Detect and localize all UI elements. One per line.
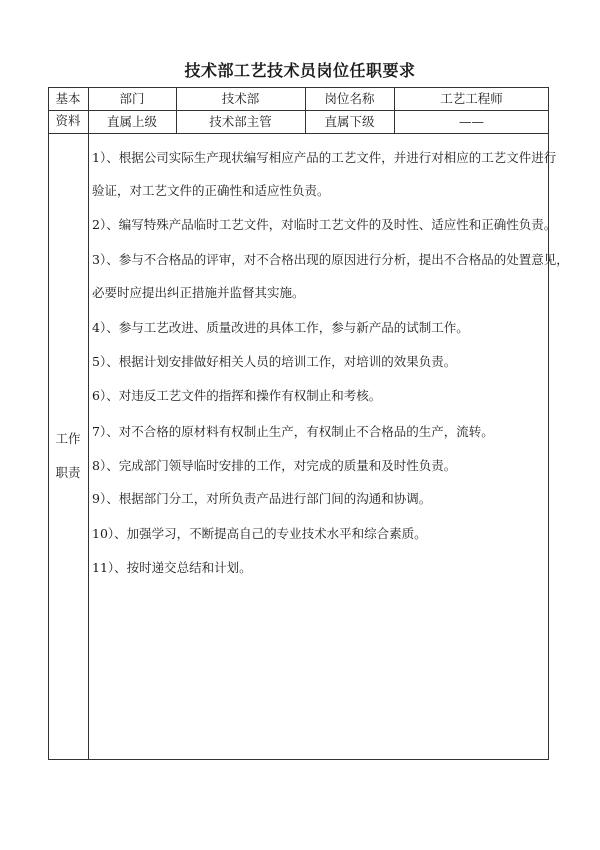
duty-line: 验证，对工艺文件的正确性和适应性负责。 — [92, 183, 330, 198]
superior-value: 技术部主管 — [209, 114, 272, 129]
position-value: 工艺工程师 — [440, 91, 503, 106]
duty-line: 1）、根据公司实际生产现状编写相应产品的工艺文件，并进行对相应的工艺文件进行 — [92, 150, 557, 165]
duty-line: 3）、参与不合格品的评审，对不合格出现的原因进行分析，提出不合格品的处置意见， — [92, 252, 569, 267]
duties-label-line2: 职责 — [55, 465, 81, 480]
basic-info-label-line1: 基本 — [55, 91, 81, 106]
document-title: 技术部工艺技术员岗位任职要求 — [184, 61, 416, 80]
duty-line: 4）、参与工艺改进、质量改进的具体工作，参与新产品的试制工作。 — [92, 320, 469, 335]
dept-value: 技术部 — [221, 91, 260, 106]
duties-label-line1: 工作 — [55, 431, 81, 446]
duty-line: 7）、对不合格的原材料有权制止生产，有权制止不合格品的生产，流转。 — [92, 424, 494, 439]
duty-line: 2）、编写特殊产品临时工艺文件，对临时工艺文件的及时性、适应性和正确性负责。 — [92, 217, 557, 232]
basic-info-label-line2: 资料 — [55, 113, 81, 128]
duty-line: 10）、加强学习，不断提高自己的专业技术水平和综合素质。 — [92, 526, 427, 541]
duty-line: 必要时应提出纠正措施并监督其实施。 — [92, 285, 305, 300]
duty-line: 9）、根据部门分工，对所负责产品进行部门间的沟通和协调。 — [92, 491, 432, 506]
row-divider-1 — [48, 110, 549, 111]
basic-info-label — [48, 88, 88, 132]
subordinate-value: —— — [459, 114, 484, 129]
duty-line: 8）、完成部门领导临时安排的工作，对完成的质量和及时性负责。 — [92, 458, 457, 473]
label-column-divider — [88, 87, 89, 760]
duty-line: 11）、按时递交总结和计划。 — [92, 560, 252, 575]
position-label: 岗位名称 — [324, 91, 375, 106]
subordinate-label: 直属下级 — [324, 114, 375, 129]
duty-line: 5）、根据计划安排做好相关人员的培训工作，对培训的效果负责。 — [92, 354, 457, 369]
dept-label: 部门 — [119, 91, 145, 106]
duties-label — [48, 422, 88, 490]
superior-label: 直属上级 — [106, 114, 157, 129]
duty-line: 6）、对违反工艺文件的指挥和操作有权制止和考核。 — [92, 388, 382, 403]
row-divider-2 — [48, 133, 549, 134]
